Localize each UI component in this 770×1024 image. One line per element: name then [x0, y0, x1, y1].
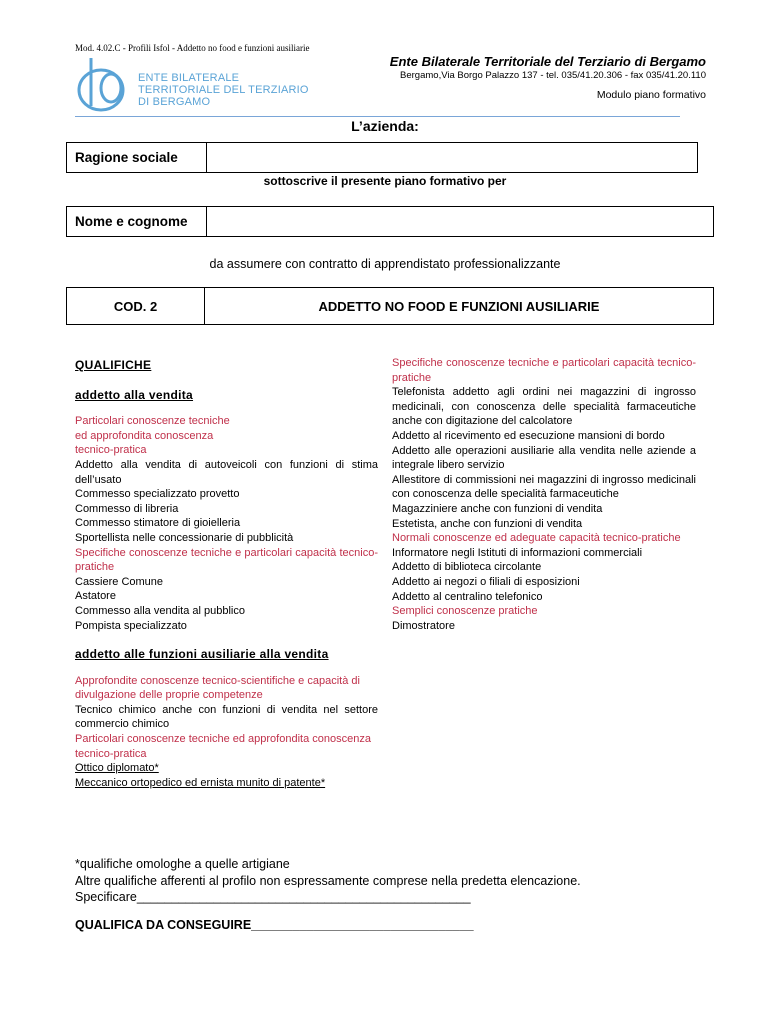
list-item: Addetto ai negozi o filiali di esposizioni	[392, 575, 580, 588]
list-item: Pompista specializzato	[75, 619, 187, 632]
qualifica-da-conseguire-field[interactable]: QUALIFICA DA CONSEGUIRE________________________________	[75, 918, 474, 932]
specificare-field[interactable]: Specificare________________________________________________	[75, 890, 471, 904]
altre-qualifiche-text: Altre qualifiche afferenti al profilo non espressamente comprese nella predetta elencazione.	[75, 874, 581, 888]
form-type-label: Modulo piano formativo	[596, 89, 706, 101]
logo-line-3: DI BERGAMO	[138, 96, 211, 108]
list-item: Ottico diplomato*	[75, 762, 159, 775]
list-item: Dimostratore	[392, 619, 455, 632]
list-item: Estetista, anche con funzioni di vendita	[392, 517, 583, 530]
nome-cognome-label: Nome e cognome	[67, 207, 207, 236]
vendita-requirement-2: Specifiche conoscenze tecniche e particolari capacità tecnico-pratiche	[75, 546, 378, 574]
list-item: Addetto al centralino telefonico	[392, 590, 543, 603]
header-divider	[75, 116, 680, 117]
ragione-sociale-field[interactable]	[207, 143, 697, 172]
ausiliarie-heading: addetto alle funzioni ausiliarie alla vendita	[75, 647, 329, 662]
organization-address: Bergamo,Via Borgo Palazzo 137 - tel. 035/41.20.306 - fax 035/41.20.110	[400, 70, 706, 81]
list-item: Informatore negli Istituti di informazioni commerciali	[392, 546, 643, 559]
right-requirement-2: Normali conoscenze ed adeguate capacità tecnico-pratiche	[392, 532, 681, 545]
list-item: Telefonista addetto agli ordini nei magazzini di ingrosso medicinali, con conoscenza delle specialità farmaceutiche anche con digitazione del calcolatore	[392, 386, 696, 428]
list-item: Addetto al ricevimento ed esecuzione mansioni di bordo	[392, 429, 665, 442]
logo-line-1: ENTE BILATERALE	[138, 72, 240, 84]
list-item: Sportellista nelle concessionarie di pubblicità	[75, 531, 294, 544]
profile-title: ADDETTO NO FOOD E FUNZIONI AUSILIARIE	[318, 299, 600, 314]
vendita-heading: addetto alla vendita	[75, 387, 194, 402]
profile-code: COD. 2	[67, 288, 205, 324]
vendita-requirement-1: tecnico-pratica	[75, 444, 147, 457]
logo-text	[138, 72, 309, 108]
sottoscrive-text: sottoscrive il presente piano formativo per	[263, 174, 507, 188]
right-requirement-1: Specifiche conoscenze tecniche e particolari capacità tecnico- pratiche	[392, 357, 696, 384]
qualifiche-heading: QUALIFICHE	[75, 358, 152, 372]
list-item: Addetto di biblioteca circolante	[392, 561, 542, 574]
right-requirement-3: Semplici conoscenze pratiche	[392, 605, 538, 618]
vendita-requirement-1: ed approfondita conoscenza	[75, 429, 214, 442]
list-item: Commesso stimatore di gioielleria	[75, 517, 241, 530]
contract-text: da assumere con contratto di apprendistato professionalizzante	[209, 257, 561, 271]
ente-bilaterale-logo	[75, 56, 139, 114]
nome-cognome-field[interactable]	[207, 207, 713, 236]
list-item: Astatore	[75, 590, 116, 603]
left-column	[75, 356, 378, 790]
list-item: Tecnico chimico anche con funzioni di vendita nel settore commercio chimico	[75, 703, 378, 731]
list-item: Allestitore di commissioni nei magazzini di ingrosso medicinali con conoscenza delle specialità farmaceutiche	[392, 473, 696, 501]
list-item: Meccanico ortopedico ed ernista munito di patente*	[75, 776, 326, 789]
list-item: Addetto alle operazioni ausiliarie alla vendita nelle aziende a integrale libero servizio	[392, 444, 696, 472]
right-column	[392, 356, 696, 633]
artigiane-note: *qualifiche omologhe a quelle artigiane	[75, 857, 290, 871]
ausiliarie-requirement-1: Approfondite conoscenze tecnico-scientifiche e capacità di divulgazione delle proprie competenze	[75, 674, 360, 702]
list-item: Magazziniere anche con funzioni di vendita	[392, 502, 603, 515]
ausiliarie-requirement-2: Particolari conoscenze tecniche ed approfondita conoscenza tecnico-pratica	[75, 733, 371, 760]
nome-cognome-row	[66, 206, 714, 237]
logo-line-2: TERRITORIALE DEL TERZIARIO	[138, 84, 309, 96]
azienda-heading: L’azienda:	[351, 118, 419, 134]
list-item: Commesso alla vendita al pubblico	[75, 604, 245, 617]
vendita-requirement-1: Particolari conoscenze tecniche	[75, 415, 230, 428]
list-item: Cassiere Comune	[75, 575, 164, 588]
list-item: Addetto alla vendita di autoveicoli con funzioni di stima dell’usato	[75, 458, 378, 486]
profile-code-row	[66, 287, 714, 325]
module-reference: Mod. 4.02.C - Profili Isfol - Addetto no food e funzioni ausiliarie	[75, 43, 310, 53]
list-item: Commesso specializzato provetto	[75, 488, 240, 501]
organization-title: Ente Bilaterale Territoriale del Terziario di Bergamo	[389, 54, 706, 69]
ragione-sociale-label: Ragione sociale	[67, 143, 207, 172]
list-item: Commesso di libreria	[75, 502, 179, 515]
ragione-sociale-row	[66, 142, 698, 173]
